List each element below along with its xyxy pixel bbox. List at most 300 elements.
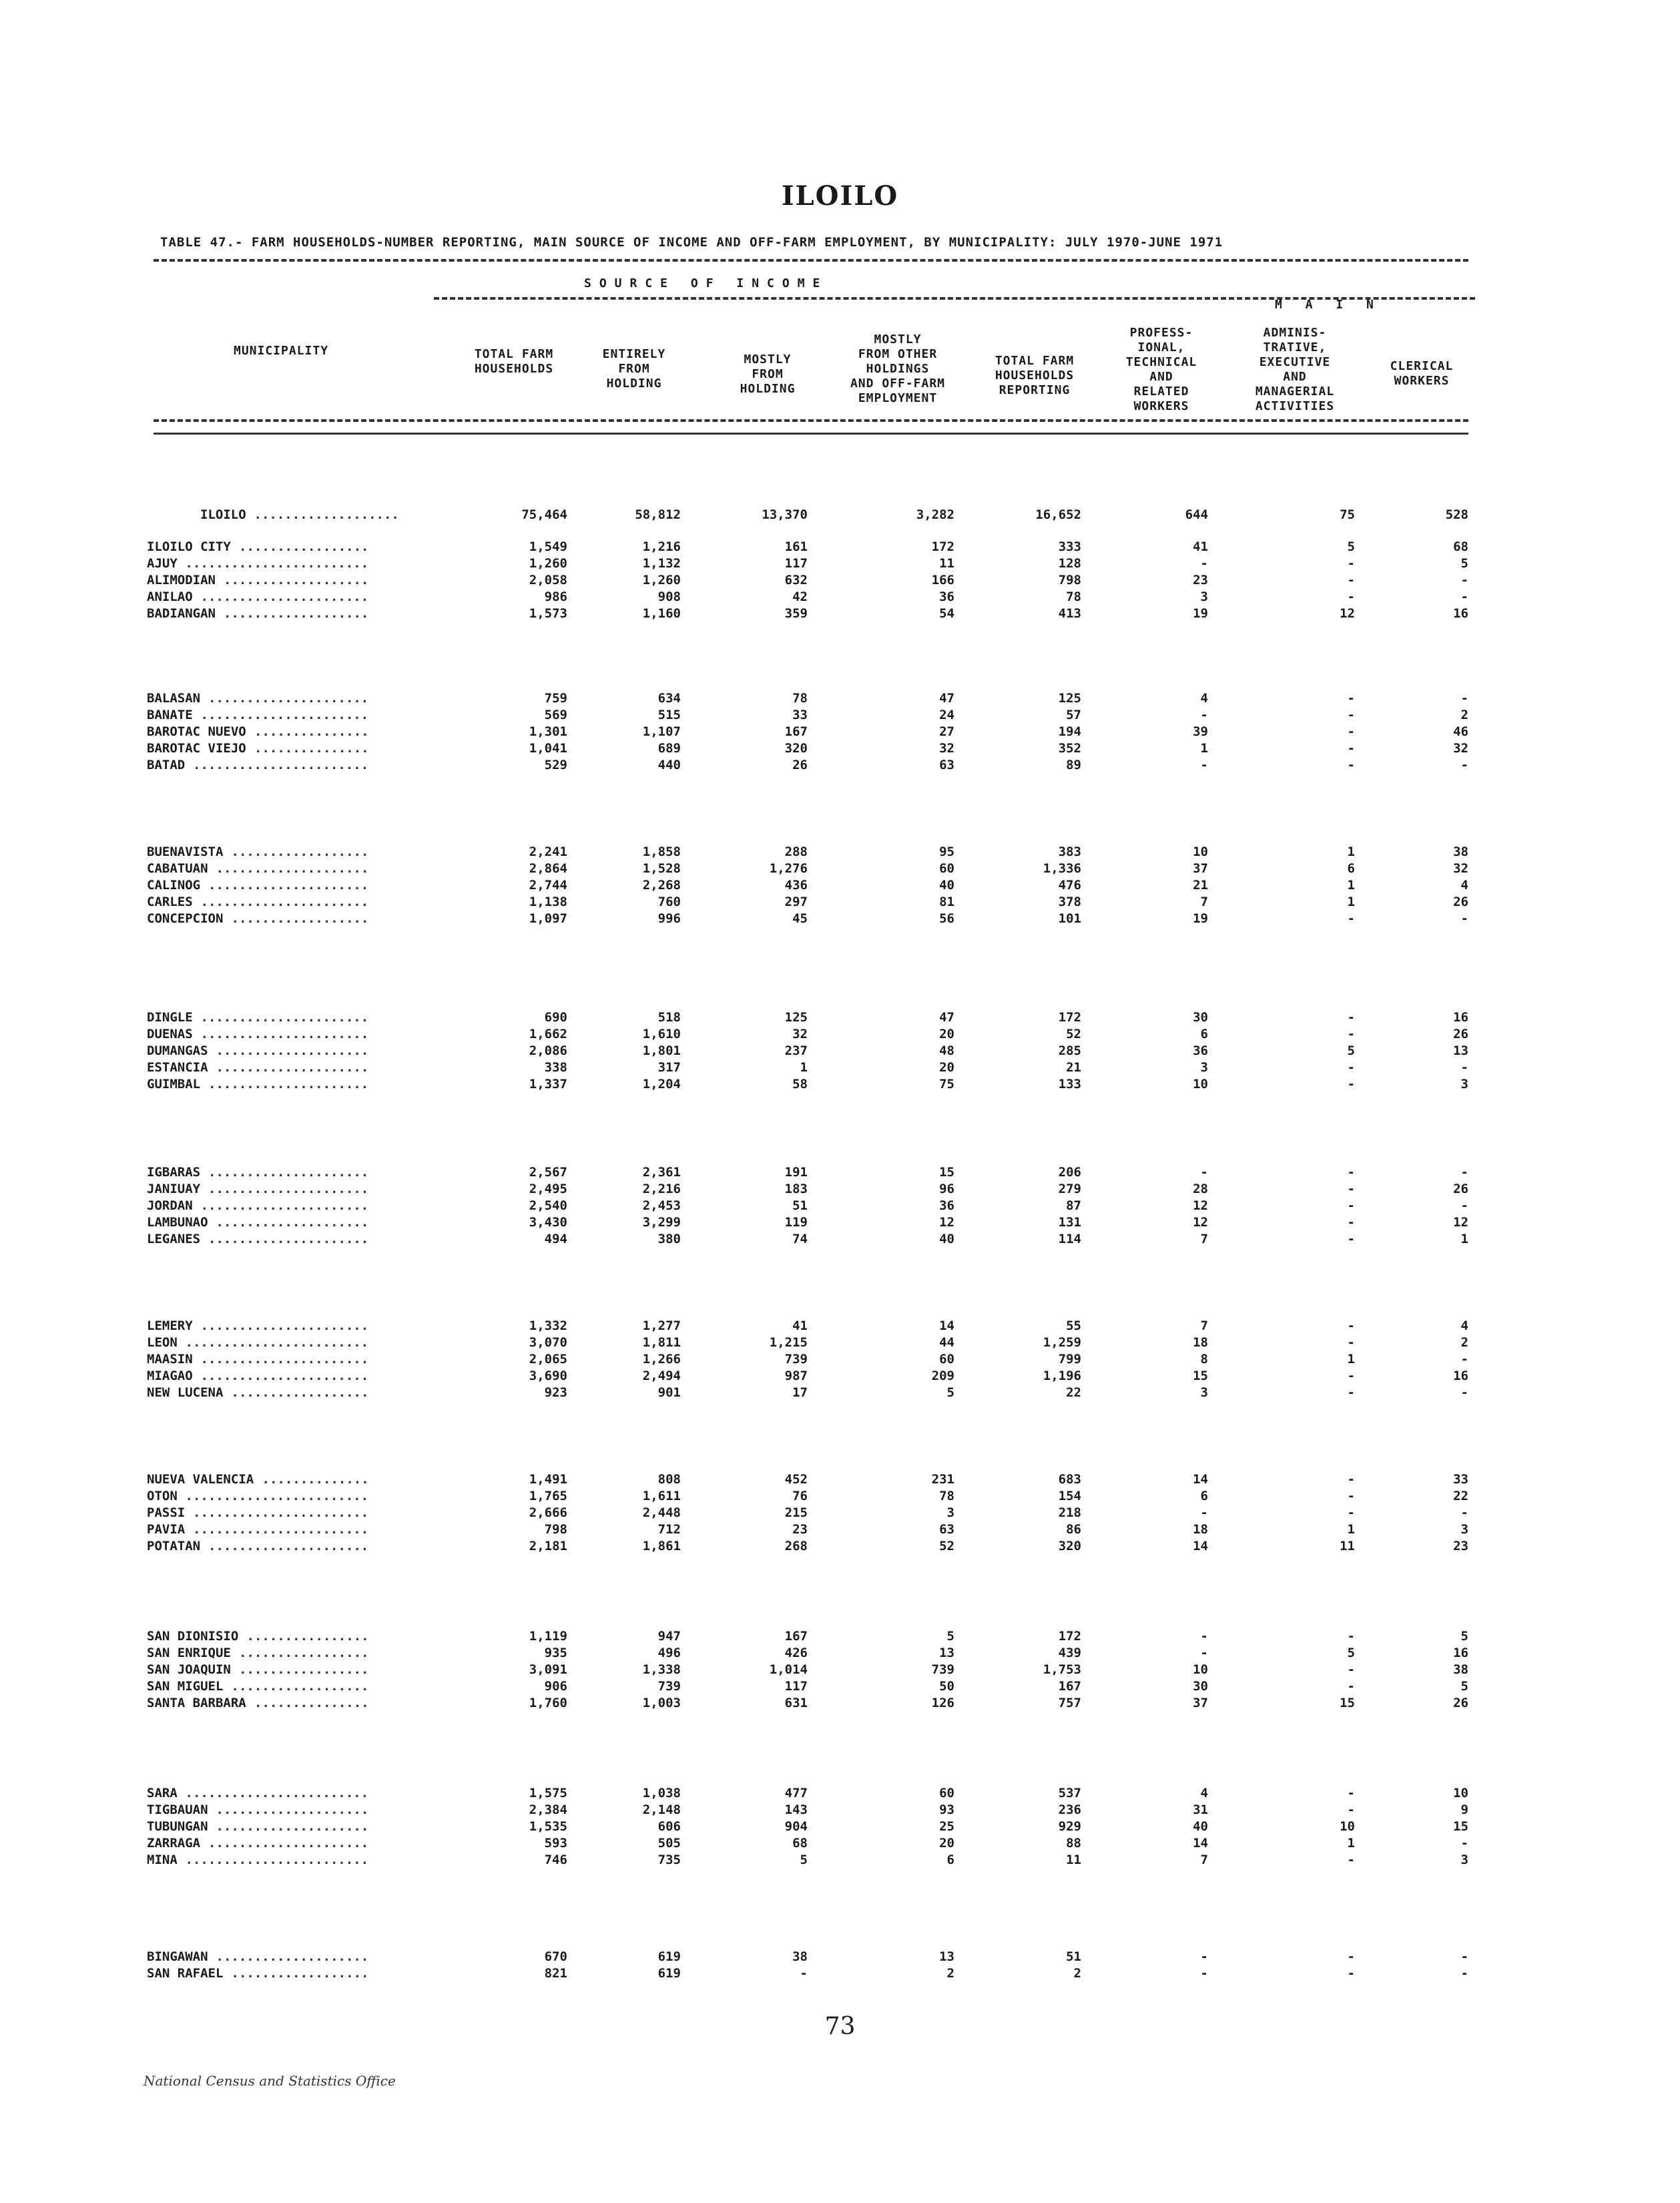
cell-value: 16 xyxy=(1453,606,1468,621)
cell-value: - xyxy=(1347,691,1355,706)
cell-value: 746 xyxy=(544,1853,567,1867)
cell-value: 494 xyxy=(544,1232,567,1246)
cell-value: - xyxy=(1347,1318,1355,1333)
cell-value: 2 xyxy=(1460,708,1468,722)
cell-value: 11 xyxy=(1066,1853,1081,1867)
cell-value: 11 xyxy=(939,556,954,571)
cell-value: 54 xyxy=(939,606,954,621)
municipality-name: DINGLE xyxy=(147,1010,193,1025)
cell-value: 167 xyxy=(784,724,808,739)
leader-dots: .................... xyxy=(216,1949,369,1964)
table-row xyxy=(0,1385,1680,1402)
cell-value: 191 xyxy=(784,1165,808,1180)
cell-value: 21 xyxy=(1066,1060,1081,1075)
cell-value: 40 xyxy=(939,878,954,893)
cell-value: 19 xyxy=(1193,911,1208,926)
leader-dots: .................... xyxy=(216,1060,369,1075)
page-number: 73 xyxy=(824,2013,856,2040)
cell-value: 20 xyxy=(939,1060,954,1075)
cell-value: - xyxy=(1460,1385,1468,1400)
cell-value: 126 xyxy=(931,1696,954,1710)
header-municipality: MUNICIPALITY xyxy=(234,344,329,358)
cell-value: 76 xyxy=(792,1489,808,1503)
table-row xyxy=(0,606,1680,623)
cell-value: 529 xyxy=(544,758,567,772)
cell-value: 15 xyxy=(1340,1696,1355,1710)
cell-value: 27 xyxy=(939,724,954,739)
table-row xyxy=(0,895,1680,911)
cell-value: 5 xyxy=(1460,556,1468,571)
cell-value: 537 xyxy=(1058,1786,1081,1800)
cell-value: - xyxy=(1347,911,1355,926)
cell-value: 78 xyxy=(939,1489,954,1503)
cell-value: - xyxy=(1347,589,1355,604)
cell-value: 44 xyxy=(939,1335,954,1350)
cell-value: 37 xyxy=(1193,861,1208,876)
cell-value: 2,864 xyxy=(529,861,567,876)
municipality-name: ANILAO xyxy=(147,589,193,604)
header-mostly-from-holding: MOSTLY FROM HOLDING xyxy=(740,352,796,396)
cell-value: - xyxy=(1347,1369,1355,1383)
cell-value: 18 xyxy=(1193,1522,1208,1537)
cell-value: - xyxy=(1347,1472,1355,1487)
cell-value: 30 xyxy=(1193,1679,1208,1694)
cell-value: - xyxy=(1200,1165,1208,1180)
cell-value: 143 xyxy=(784,1802,808,1817)
municipality-name: POTATAN xyxy=(147,1539,201,1553)
leader-dots: ................ xyxy=(246,1629,369,1644)
cell-value: 3,282 xyxy=(916,507,954,522)
cell-value: 2,448 xyxy=(642,1505,681,1520)
cell-value: 505 xyxy=(657,1836,681,1851)
cell-value: 1,003 xyxy=(642,1696,681,1710)
cell-value: 87 xyxy=(1066,1198,1081,1213)
leader-dots: ...................... xyxy=(200,708,369,722)
table-row xyxy=(0,1786,1680,1802)
cell-value: 383 xyxy=(1058,844,1081,859)
cell-value: 288 xyxy=(784,844,808,859)
cell-value: 947 xyxy=(657,1629,681,1644)
cell-value: 22 xyxy=(1453,1489,1468,1503)
cell-value: - xyxy=(1347,1949,1355,1964)
table-row xyxy=(0,844,1680,861)
table-row xyxy=(0,556,1680,573)
cell-value: - xyxy=(1460,1198,1468,1213)
cell-value: 2 xyxy=(1460,1335,1468,1350)
leader-dots: ............... xyxy=(254,724,369,739)
municipality-name: SANTA BARBARA xyxy=(147,1696,246,1710)
cell-value: - xyxy=(1200,1646,1208,1660)
cell-value: 68 xyxy=(1453,539,1468,554)
cell-value: 32 xyxy=(1453,861,1468,876)
cell-value: 935 xyxy=(544,1646,567,1660)
cell-value: 670 xyxy=(544,1949,567,1964)
cell-value: 1,611 xyxy=(642,1489,681,1503)
municipality-name: CARLES xyxy=(147,895,193,909)
cell-value: 12 xyxy=(1193,1215,1208,1230)
cell-value: - xyxy=(1347,1077,1355,1091)
cell-value: 1 xyxy=(800,1060,808,1075)
cell-value: 1,196 xyxy=(1043,1369,1081,1383)
municipality-name: BINGAWAN xyxy=(147,1949,208,1964)
table-row xyxy=(0,1077,1680,1093)
leader-dots: ...................... xyxy=(200,1352,369,1367)
cell-value: 23 xyxy=(1193,573,1208,587)
cell-value: 1,337 xyxy=(529,1077,567,1091)
cell-value: 317 xyxy=(657,1060,681,1075)
region-title: ILOILO xyxy=(781,180,899,212)
publisher-footer: National Census and Statistics Office xyxy=(144,2073,396,2089)
cell-value: 683 xyxy=(1058,1472,1081,1487)
cell-value: 58,812 xyxy=(635,507,681,522)
cell-value: - xyxy=(1460,1060,1468,1075)
cell-value: - xyxy=(1460,1165,1468,1180)
cell-value: 36 xyxy=(1193,1043,1208,1058)
cell-value: - xyxy=(1347,1662,1355,1677)
table-row xyxy=(0,861,1680,878)
cell-value: 26 xyxy=(1453,1696,1468,1710)
cell-value: 901 xyxy=(657,1385,681,1400)
cell-value: 9 xyxy=(1460,1802,1468,1817)
cell-value: 2,453 xyxy=(642,1198,681,1213)
header-administrative: ADMINIS- TRATIVE, EXECUTIVE AND MANAGERIAL ACTIVITIES xyxy=(1255,326,1335,413)
leader-dots: .................... xyxy=(216,1802,369,1817)
cell-value: 26 xyxy=(1453,1182,1468,1196)
municipality-name: JANIUAY xyxy=(147,1182,201,1196)
cell-value: 3,070 xyxy=(529,1335,567,1350)
cell-value: 33 xyxy=(792,708,808,722)
cell-value: 436 xyxy=(784,878,808,893)
leader-dots: ................... xyxy=(224,606,369,621)
cell-value: - xyxy=(1347,1505,1355,1520)
table-row xyxy=(0,1819,1680,1836)
cell-value: 2,181 xyxy=(529,1539,567,1553)
municipality-name: CALINOG xyxy=(147,878,201,893)
cell-value: 40 xyxy=(939,1232,954,1246)
cell-value: 37 xyxy=(1193,1696,1208,1710)
cell-value: 1,119 xyxy=(529,1629,567,1644)
cell-value: 46 xyxy=(1453,724,1468,739)
cell-value: 2,361 xyxy=(642,1165,681,1180)
cell-value: 57 xyxy=(1066,708,1081,722)
municipality-name: BUENAVISTA xyxy=(147,844,224,859)
municipality-name: NEW LUCENA xyxy=(147,1385,224,1400)
municipality-name: BANATE xyxy=(147,708,193,722)
cell-value: 2,494 xyxy=(642,1369,681,1383)
cell-value: 333 xyxy=(1058,539,1081,554)
cell-value: 93 xyxy=(939,1802,954,1817)
cell-value: 569 xyxy=(544,708,567,722)
cell-value: 63 xyxy=(939,758,954,772)
cell-value: 3,430 xyxy=(529,1215,567,1230)
leader-dots: ..................... xyxy=(208,1165,369,1180)
table-row xyxy=(0,1472,1680,1489)
cell-value: 6 xyxy=(1200,1027,1208,1041)
main-spanner: M A I N xyxy=(1275,298,1382,312)
municipality-name: PAVIA xyxy=(147,1522,186,1537)
cell-value: 1 xyxy=(1347,844,1355,859)
table-row xyxy=(0,1352,1680,1369)
cell-value: 1,491 xyxy=(529,1472,567,1487)
municipality-name: TIGBAUAN xyxy=(147,1802,208,1817)
cell-value: 3 xyxy=(1200,589,1208,604)
cell-value: 58 xyxy=(792,1077,808,1091)
cell-value: 279 xyxy=(1058,1182,1081,1196)
leader-dots: .................. xyxy=(231,1966,369,1981)
table-row xyxy=(0,1010,1680,1027)
cell-value: 1,573 xyxy=(529,606,567,621)
cell-value: - xyxy=(1460,1949,1468,1964)
cell-value: 38 xyxy=(1453,1662,1468,1677)
cell-value: 1,276 xyxy=(769,861,808,876)
cell-value: 5 xyxy=(1347,1646,1355,1660)
cell-value: 528 xyxy=(1445,507,1468,522)
cell-value: 167 xyxy=(1058,1679,1081,1694)
cell-value: 1,801 xyxy=(642,1043,681,1058)
cell-value: 1,260 xyxy=(529,556,567,571)
cell-value: 12 xyxy=(1193,1198,1208,1213)
cell-value: 74 xyxy=(792,1232,808,1246)
cell-value: 606 xyxy=(657,1819,681,1834)
cell-value: 26 xyxy=(1453,1027,1468,1041)
cell-value: - xyxy=(1347,1198,1355,1213)
cell-value: 1,204 xyxy=(642,1077,681,1091)
table-row xyxy=(0,1966,1680,1983)
cell-value: 16 xyxy=(1453,1010,1468,1025)
cell-value: 2,065 xyxy=(529,1352,567,1367)
cell-value: - xyxy=(1347,1165,1355,1180)
table-row xyxy=(0,1679,1680,1696)
cell-value: - xyxy=(1347,1786,1355,1800)
cell-value: 2,666 xyxy=(529,1505,567,1520)
municipality-name: MIAGAO xyxy=(147,1369,193,1383)
cell-value: 28 xyxy=(1193,1182,1208,1196)
cell-value: 1,610 xyxy=(642,1027,681,1041)
municipality-name: BALASAN xyxy=(147,691,201,706)
municipality-name: JORDAN xyxy=(147,1198,193,1213)
cell-value: - xyxy=(1460,573,1468,587)
cell-value: 631 xyxy=(784,1696,808,1710)
cell-value: 237 xyxy=(784,1043,808,1058)
cell-value: 42 xyxy=(792,589,808,604)
cell-value: 2,058 xyxy=(529,573,567,587)
cell-value: - xyxy=(1460,589,1468,604)
cell-value: 16,652 xyxy=(1035,507,1081,522)
cell-value: 634 xyxy=(657,691,681,706)
table-row xyxy=(0,1215,1680,1232)
cell-value: 39 xyxy=(1193,724,1208,739)
leader-dots: .................... xyxy=(216,1819,369,1834)
municipality-name: CABATUAN xyxy=(147,861,208,876)
cell-value: 3 xyxy=(1200,1060,1208,1075)
cell-value: - xyxy=(1460,1505,1468,1520)
municipality-name: PASSI xyxy=(147,1505,186,1520)
cell-value: 51 xyxy=(792,1198,808,1213)
cell-value: 12 xyxy=(1340,606,1355,621)
cell-value: 125 xyxy=(1058,691,1081,706)
municipality-name: DUMANGAS xyxy=(147,1043,208,1058)
cell-value: 32 xyxy=(792,1027,808,1041)
cell-value: 20 xyxy=(939,1027,954,1041)
cell-value: 154 xyxy=(1058,1489,1081,1503)
table-row xyxy=(0,1182,1680,1198)
cell-value: 12 xyxy=(1453,1215,1468,1230)
leader-dots: .............. xyxy=(262,1472,369,1487)
municipality-name: BADIANGAN xyxy=(147,606,216,621)
cell-value: 14 xyxy=(1193,1539,1208,1553)
leader-dots: ................. xyxy=(239,1662,369,1677)
cell-value: 739 xyxy=(657,1679,681,1694)
cell-value: 3 xyxy=(1460,1522,1468,1537)
cell-value: 51 xyxy=(1066,1949,1081,1964)
cell-value: 904 xyxy=(784,1819,808,1834)
cell-value: 36 xyxy=(939,1198,954,1213)
cell-value: 128 xyxy=(1058,556,1081,571)
cell-value: 7 xyxy=(1200,1232,1208,1246)
cell-value: 15 xyxy=(939,1165,954,1180)
cell-value: - xyxy=(1460,691,1468,706)
cell-value: 13,370 xyxy=(762,507,808,522)
cell-value: 25 xyxy=(939,1819,954,1834)
cell-value: 413 xyxy=(1058,606,1081,621)
cell-value: 48 xyxy=(939,1043,954,1058)
cell-value: 2,495 xyxy=(529,1182,567,1196)
cell-value: 6 xyxy=(1347,861,1355,876)
header-total-farm-households: TOTAL FARM HOUSEHOLDS xyxy=(474,347,554,376)
cell-value: 50 xyxy=(939,1679,954,1694)
cell-value: 10 xyxy=(1193,1077,1208,1091)
cell-value: 56 xyxy=(939,911,954,926)
municipality-name: SARA xyxy=(147,1786,178,1800)
leader-dots: ........................ xyxy=(185,1786,369,1800)
cell-value: 21 xyxy=(1193,878,1208,893)
cell-value: 3 xyxy=(1200,1385,1208,1400)
municipality-name: MINA xyxy=(147,1853,178,1867)
cell-value: 31 xyxy=(1193,1802,1208,1817)
cell-value: 133 xyxy=(1058,1077,1081,1091)
cell-value: 923 xyxy=(544,1385,567,1400)
cell-value: 1,138 xyxy=(529,895,567,909)
cell-value: 2 xyxy=(1073,1966,1081,1981)
municipality-name: SAN RAFAEL xyxy=(147,1966,224,1981)
cell-value: 75,464 xyxy=(521,507,567,522)
cell-value: - xyxy=(1347,1629,1355,1644)
cell-value: 47 xyxy=(939,691,954,706)
leader-dots: ........................ xyxy=(185,1335,369,1350)
cell-value: 4 xyxy=(1200,1786,1208,1800)
table-row xyxy=(0,589,1680,606)
cell-value: 1,216 xyxy=(642,539,681,554)
table-row xyxy=(0,1335,1680,1352)
cell-value: 297 xyxy=(784,895,808,909)
cell-value: 63 xyxy=(939,1522,954,1537)
leader-dots: ........................ xyxy=(185,556,369,571)
cell-value: 1,041 xyxy=(529,741,567,756)
header-total-farm-households-reporting: TOTAL FARM HOUSEHOLDS REPORTING xyxy=(995,354,1075,397)
cell-value: 89 xyxy=(1066,758,1081,772)
cell-value: 1 xyxy=(1347,895,1355,909)
header-entirely-from-holding: ENTIRELY FROM HOLDING xyxy=(602,347,666,391)
cell-value: 26 xyxy=(792,758,808,772)
table-row xyxy=(0,1629,1680,1646)
leader-dots: ..................... xyxy=(208,1077,369,1091)
cell-value: 13 xyxy=(939,1646,954,1660)
cell-value: 1 xyxy=(1347,1352,1355,1367)
cell-value: 40 xyxy=(1193,1819,1208,1834)
cell-value: 114 xyxy=(1058,1232,1081,1246)
table-row xyxy=(0,1836,1680,1853)
cell-value: 88 xyxy=(1066,1836,1081,1851)
cell-value: - xyxy=(1460,911,1468,926)
table-row xyxy=(0,1198,1680,1215)
cell-value: - xyxy=(1347,556,1355,571)
leader-dots: ...................... xyxy=(200,589,369,604)
leader-dots: ...................... xyxy=(200,1010,369,1025)
source-of-income-spanner: SOURCE OF INCOME xyxy=(584,276,828,290)
cell-value: 798 xyxy=(544,1522,567,1537)
cell-value: 167 xyxy=(784,1629,808,1644)
cell-value: 1 xyxy=(1347,1522,1355,1537)
cell-value: 1,215 xyxy=(769,1335,808,1350)
cell-value: 3 xyxy=(1460,1077,1468,1091)
table-row xyxy=(0,1662,1680,1679)
municipality-name: ALIMODIAN xyxy=(147,573,216,587)
cell-value: 5 xyxy=(1347,1043,1355,1058)
municipality-name: ILOILO CITY xyxy=(147,539,231,554)
cell-value: 14 xyxy=(939,1318,954,1333)
cell-value: 96 xyxy=(939,1182,954,1196)
cell-value: 194 xyxy=(1058,724,1081,739)
cell-value: - xyxy=(1460,1352,1468,1367)
cell-value: 75 xyxy=(1340,507,1355,522)
cell-value: - xyxy=(1347,1966,1355,1981)
cell-value: 24 xyxy=(939,708,954,722)
table-row xyxy=(0,1853,1680,1869)
cell-value: 236 xyxy=(1058,1802,1081,1817)
cell-value: - xyxy=(1200,1966,1208,1981)
municipality-name: SAN MIGUEL xyxy=(147,1679,224,1694)
cell-value: - xyxy=(1347,1232,1355,1246)
cell-value: 172 xyxy=(931,539,954,554)
cell-value: 5 xyxy=(1460,1679,1468,1694)
cell-value: 5 xyxy=(946,1629,954,1644)
cell-value: 117 xyxy=(784,556,808,571)
table-row xyxy=(0,573,1680,589)
cell-value: 735 xyxy=(657,1853,681,1867)
cell-value: 268 xyxy=(784,1539,808,1553)
cell-value: - xyxy=(1200,1505,1208,1520)
leader-dots: ....................... xyxy=(193,1522,369,1537)
municipality-name: LAMBUNAO xyxy=(147,1215,208,1230)
cell-value: - xyxy=(1347,1027,1355,1041)
header-mostly-from-other: MOSTLY FROM OTHER HOLDINGS AND OFF-FARM EMPLOYMENT xyxy=(850,332,946,405)
cell-value: - xyxy=(1200,708,1208,722)
cell-value: 22 xyxy=(1066,1385,1081,1400)
cell-value: 81 xyxy=(939,895,954,909)
cell-value: 426 xyxy=(784,1646,808,1660)
leader-dots: ...................... xyxy=(200,1318,369,1333)
cell-value: 10 xyxy=(1340,1819,1355,1834)
leader-dots: ........................ xyxy=(185,1489,369,1503)
cell-value: 17 xyxy=(792,1385,808,1400)
leader-dots: .................... xyxy=(216,861,369,876)
table-row xyxy=(0,911,1680,928)
cell-value: 359 xyxy=(784,606,808,621)
cell-value: 2,086 xyxy=(529,1043,567,1058)
cell-value: 1,266 xyxy=(642,1352,681,1367)
cell-value: 14 xyxy=(1193,1472,1208,1487)
cell-value: 799 xyxy=(1058,1352,1081,1367)
